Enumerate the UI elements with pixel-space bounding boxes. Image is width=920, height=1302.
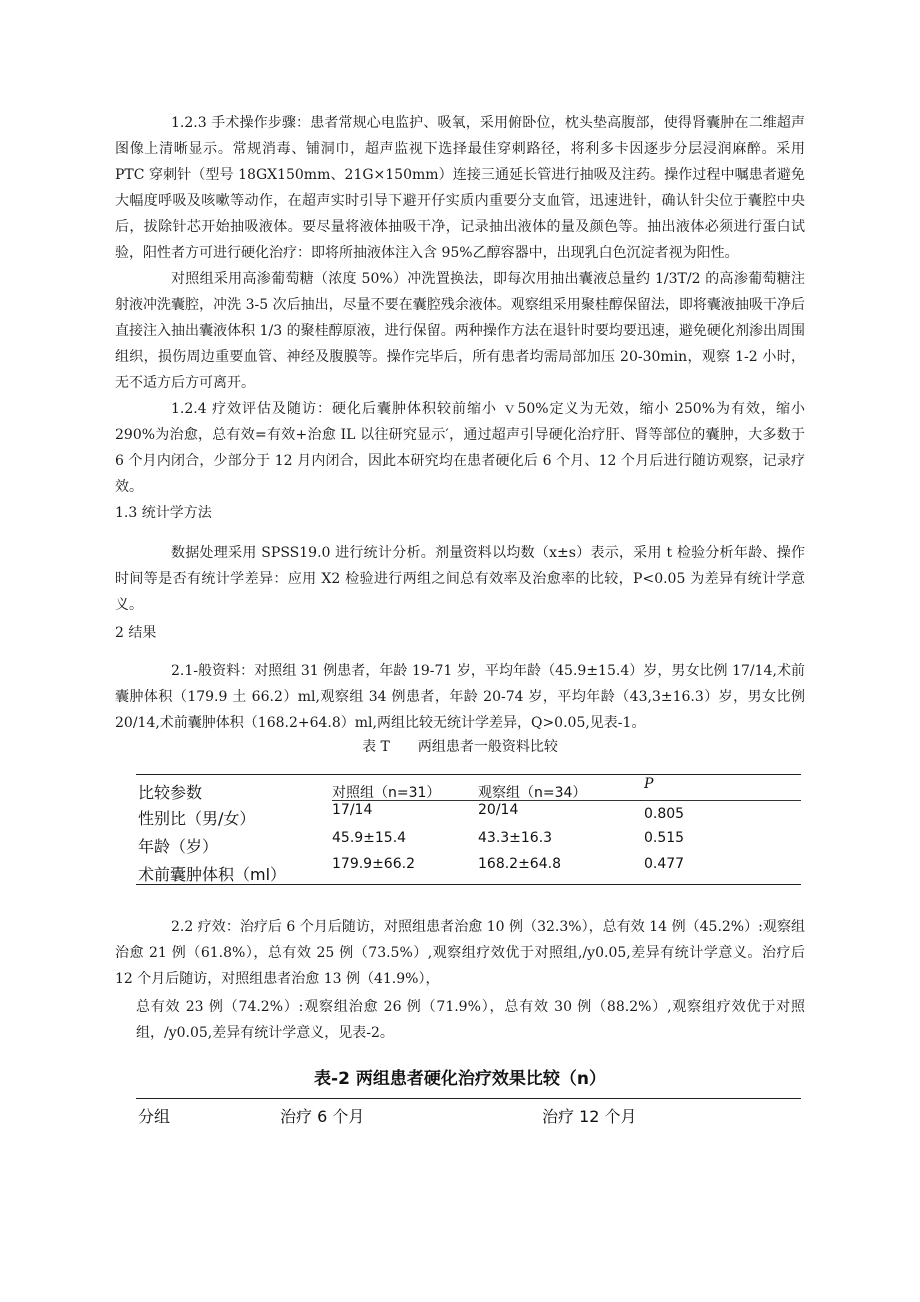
paragraph-efficacy-followup: 1.2.4 疗效评估及随访：硬化后囊肿体积较前缩小 ｖ50%定义为无效，缩小 250%为有效，缩小 290%为治愈，总有效=有效+治愈 IL 以往研究显示′，通过超声引导硬化治疗肝、肾等部位的囊肿，大多数于 6 个月内闭合，少部分于 12 月内闭合，因此本研究均在患者硬化后 6 个月、12 个月后进行随访观察，记录疗效。 xyxy=(115,401,805,495)
table1-top-rule xyxy=(136,774,801,775)
table1-header-control: 对照组（n=31） xyxy=(332,785,441,801)
paragraph-efficacy-results: 2.2 疗效：治疗后 6 个月后随访，对照组患者治愈 10 例（32.3%），总有效 14 例（45.2%）:观察组治愈 21 例（61.8%），总有效 25 例（73.5%）,观察组疗效优于对照组,/y0.05,差异有统计学意义。治疗后 12 个月后随访，对照组患者治愈 13 例（41.9%）， xyxy=(115,919,805,987)
paragraph-efficacy-results-cont: 总有效 23 例（74.2%）:观察组治愈 26 例（71.9%），总有效 30 例（88.2%）,观察组疗效优于对照组，/y0.05,差异有统计学意义，见表-2。 xyxy=(136,999,805,1041)
table1-row-sex-control: 17/14 xyxy=(332,802,373,818)
paragraph-control-observation-methods: 对照组采用高渗葡萄糖（浓度 50%）冲洗置换法，即每次用抽出囊液总量约 1/3T/2 的高渗葡萄糖注射液冲洗囊腔，冲洗 3-5 次后抽出，尽量不要在囊腔残余液体。观察组采用聚桂醇保留法，即将囊液抽吸干净后直接注入抽出囊液体积 1/3 的聚桂醇原液，进行保留。两种操作方法在退针时要均要迅速，避免硬化剂渗出周围组织，损伤周边重要血管、神经及腹膜等。操作完毕后，所有患者均需局部加压 20-30min，观察 1-2 小时，无不适方后方可离开。 xyxy=(115,271,805,391)
table1-header-rule xyxy=(332,800,801,801)
table1-row-sex-label: 性别比（男/女） xyxy=(138,809,256,828)
table2-caption: 表-2 两组患者硬化治疗效果比较（n） xyxy=(314,1069,606,1089)
section-heading-results: 2 结果 xyxy=(115,625,157,641)
table1-header-p: P xyxy=(644,776,654,792)
table2-top-rule xyxy=(136,1098,801,1099)
table1-row-sex-p: 0.805 xyxy=(644,806,685,822)
paragraph-surgical-steps: 1.2.3 手术操作步骤：患者常规心电监护、吸氧，采用俯卧位，枕头垫高腹部，使得肾囊肿在二维超声图像上清晰显示。常规消毒、铺洞巾，超声监视下选择最佳穿刺路径，将利多卡因逐步分层浸润麻醉。采用 PTC 穿刺针（型号 18GX150mm、21G×150mm）连接三通延长管进行抽吸及注药。操作过程中嘱患者避免大幅度呼吸及咳嗽等动作，在超声实时引导下避开仔实质内重要分支血管，迅速进针，确认针尖位于囊腔中央后，拔除针芯开始抽吸液体。要尽量将液体抽吸干净，记录抽出液体的量及颜色等。抽出液体必须进行蛋白试验，阳性者方可进行硬化治疗：即将所抽液体注入含 95%乙醇容器中，出现乳白色沉淀者视为阳性。 xyxy=(115,115,805,261)
table1-row-age-control: 45.9±15.4 xyxy=(332,830,407,846)
table1-row-age-p: 0.515 xyxy=(644,830,685,846)
table1-row-sex-observe: 20/14 xyxy=(478,802,519,818)
table2-header-6months: 治疗 6 个月 xyxy=(280,1107,365,1126)
table2-header-group: 分组 xyxy=(138,1107,171,1126)
table1-header-param: 比较参数 xyxy=(138,783,203,802)
table1-row-age-observe: 43.3±16.3 xyxy=(478,830,553,846)
table1-caption: 表 T 两组患者一般资料比较 xyxy=(362,739,558,755)
table1-row-age-label: 年龄（岁） xyxy=(138,837,219,856)
paragraph-general-data: 2.1-般资料：对照组 31 例患者，年龄 19-71 岁，平均年龄（45.9±15.4）岁，男女比例 17/14,术前囊肿体积（179.9 土 66.2）ml,观察组 34 例患者，年龄 20-74 岁，平均年龄（43,3±16.3）岁，男女比例 20/14,术前囊肿体积（168.2+64.8）ml,两组比较无统计学差异，Q>0.05,见表-1。 xyxy=(115,663,805,731)
table1-row-volume-control: 179.9±66.2 xyxy=(332,856,415,872)
table2-header-12months: 治疗 12 个月 xyxy=(542,1107,637,1126)
table1-header-observe: 观察组（n=34） xyxy=(478,785,587,801)
table1-row-volume-p: 0.477 xyxy=(644,856,685,872)
table1-row-volume-label: 术前囊肿体积（ml） xyxy=(138,865,287,884)
table1-bottom-rule xyxy=(136,884,801,885)
section-heading-statistics: 1.3 统计学方法 xyxy=(115,505,212,521)
table1-row-volume-observe: 168.2±64.8 xyxy=(478,856,561,872)
paragraph-statistics: 数据处理采用 SPSS19.0 进行统计分析。剂量资料以均数（x±s）表示，采用 t 检验分析年龄、操作时间等是否有统计学差异：应用 X2 检验进行两组之间总有效率及治愈率的比较，P<0.05 为差异有统计学意义。 xyxy=(115,545,805,613)
